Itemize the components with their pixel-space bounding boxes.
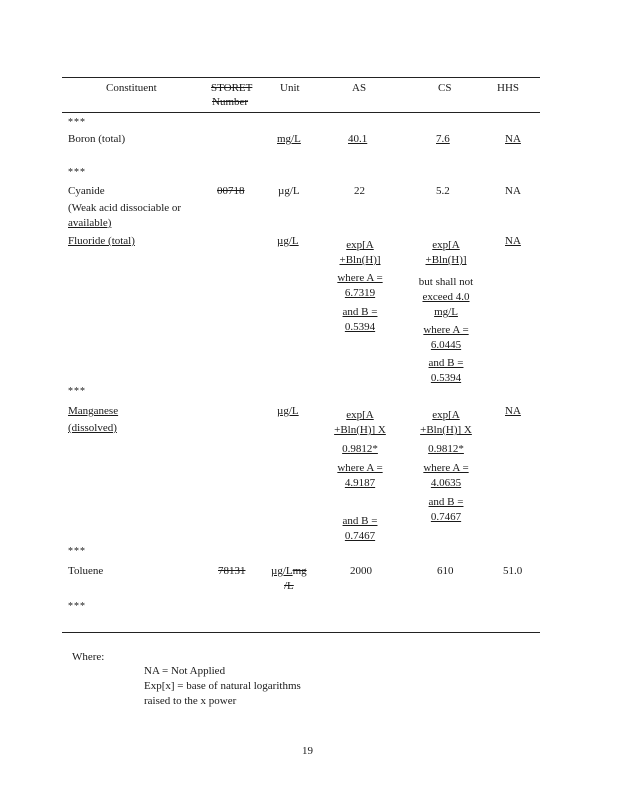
manganese-as-line: 4.9187	[344, 477, 376, 489]
toluene-unit	[271, 564, 307, 578]
manganese-hhs: NA	[505, 405, 521, 417]
cyanide-as: 22	[354, 185, 365, 197]
manganese-cs-line: 0.9812*	[428, 443, 464, 455]
fluoride-cs-line: but shall not	[418, 276, 474, 288]
toluene-unit-struck: mg	[292, 565, 307, 577]
fluoride-name: Fluoride (total)	[68, 235, 135, 247]
footnote-na-definition: NA = Not Applied	[144, 665, 226, 677]
manganese-as-line: 0.9812*	[342, 443, 378, 455]
header-hhs: HHS	[497, 82, 520, 94]
manganese-unit: µg/L	[277, 405, 299, 417]
cyanide-name-line2: (Weak acid dissociable or	[68, 202, 182, 214]
manganese-cs-line: +Bln(H)] X	[420, 424, 472, 436]
manganese-cs-line: 0.7467	[430, 511, 462, 523]
header-bottom-rule	[62, 112, 540, 113]
boron-unit: mg/L	[277, 133, 301, 145]
boron-hhs: NA	[505, 133, 521, 145]
fluoride-as-line: +Bln(H)]	[339, 254, 381, 266]
fluoride-cs-line: +Bln(H)]	[425, 254, 467, 266]
toluene-unit-new: µg/L	[271, 565, 293, 577]
toluene-storet: 78131	[218, 565, 246, 577]
toluene-hhs: 51.0	[503, 565, 523, 577]
fluoride-cs-line: and B =	[428, 357, 464, 369]
manganese-cs-line: and B =	[428, 496, 464, 508]
header-constituent: Constituent	[106, 82, 157, 94]
fluoride-as-line: 6.7319	[344, 287, 376, 299]
manganese-cs-line: 4.0635	[430, 477, 462, 489]
toluene-cs: 610	[437, 565, 454, 577]
manganese-name-line2: (dissolved)	[68, 422, 117, 434]
manganese-cs-line: where A =	[423, 462, 469, 474]
manganese-name: Manganese	[68, 405, 119, 417]
fluoride-cs-line: exp[A	[432, 239, 460, 251]
cyanide-cs: 5.2	[436, 185, 450, 197]
fluoride-unit: µg/L	[277, 235, 299, 247]
header-as: AS	[352, 82, 367, 94]
omission-asterisks: ***	[68, 601, 86, 612]
manganese-as-line: where A =	[337, 462, 383, 474]
omission-asterisks: ***	[68, 546, 86, 557]
cyanide-storet: 00718	[217, 185, 245, 197]
fluoride-hhs: NA	[505, 235, 521, 247]
footnote-exp-definition-line2: raised to the x power	[144, 695, 237, 707]
boron-name: Boron (total)	[68, 133, 126, 145]
omission-asterisks: ***	[68, 386, 86, 397]
table-top-rule	[62, 77, 540, 78]
manganese-cs-line: exp[A	[432, 409, 460, 421]
table-bottom-rule	[62, 632, 540, 633]
header-storet: STORET	[211, 82, 253, 94]
fluoride-as-line: and B =	[342, 306, 378, 318]
page-number: 19	[302, 745, 313, 757]
omission-asterisks: ***	[68, 117, 86, 128]
header-cs: CS	[438, 82, 452, 94]
fluoride-cs-line: 0.5394	[430, 372, 462, 384]
fluoride-cs-line: exceed 4.0	[422, 291, 470, 303]
cyanide-unit: µg/L	[278, 185, 300, 197]
toluene-unit-line2: /L	[284, 580, 294, 592]
omission-asterisks: ***	[68, 167, 86, 178]
header-storet-number: Number	[212, 96, 249, 108]
fluoride-cs-line: mg/L	[434, 306, 458, 318]
footnote-where-label: Where:	[72, 651, 105, 663]
cyanide-hhs: NA	[505, 185, 521, 197]
footnote-exp-definition: Exp[x] = base of natural logarithms	[144, 680, 301, 692]
boron-as: 40.1	[348, 133, 368, 145]
cyanide-name-line3: available)	[68, 217, 112, 229]
boron-cs: 7.6	[436, 133, 450, 145]
toluene-as: 2000	[350, 565, 372, 577]
fluoride-as-line: 0.5394	[344, 321, 376, 333]
fluoride-as-line: exp[A	[346, 239, 374, 251]
fluoride-cs-line: 6.0445	[430, 339, 462, 351]
manganese-as-line: and B =	[342, 515, 378, 527]
fluoride-cs-line: where A =	[423, 324, 469, 336]
fluoride-as-line: where A =	[337, 272, 383, 284]
cyanide-name: Cyanide	[68, 185, 105, 197]
toluene-name: Toluene	[68, 565, 104, 577]
manganese-as-line: exp[A	[346, 409, 374, 421]
manganese-as-line: 0.7467	[344, 530, 376, 542]
manganese-as-line: +Bln(H)] X	[334, 424, 386, 436]
header-unit: Unit	[280, 82, 300, 94]
